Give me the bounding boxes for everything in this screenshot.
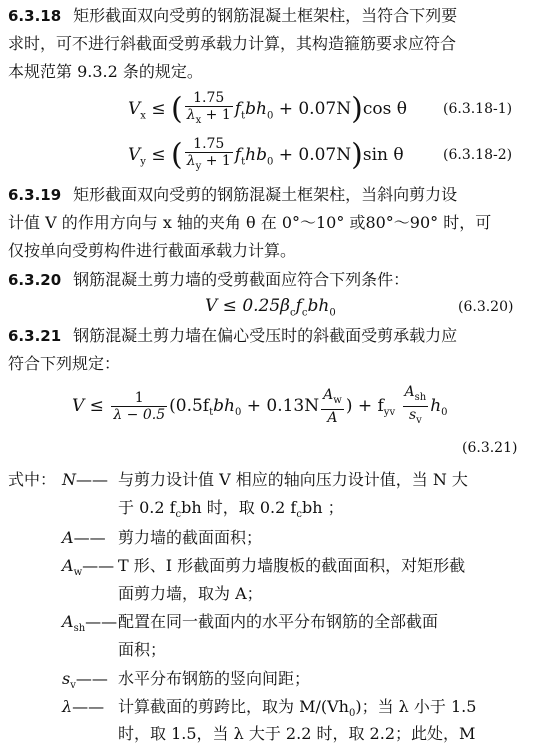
equation-number: (6.3.18-1) (443, 101, 513, 117)
def-symbol: λ—— (62, 697, 105, 716)
clause-6-3-19-line-1 (8, 183, 542, 207)
clause-number: 6.3.21 (8, 327, 62, 345)
equation-6-3-21: V ≤ $\frac{1}{\lambda - 0.5}$ ($0.5f_tbh_0 + 0.13N$ $\frac{A_w}{A}$ ) + $f_{yv}$ $\frac{A_{sh}}{s_v}$ $h_0$ (72, 384, 448, 426)
clause-6-3-19-line-2: 计值 V 的作用方向与 x 轴的夹角 θ 在 0°～10° 或80°～90° 时，可 (8, 213, 492, 232)
def-text: 于 0.2 $f_cbh$ 时，取 0.2 $f_cbh$ ； (118, 498, 344, 521)
equation-number: (6.3.21) (462, 440, 518, 456)
clause-text: 矩形截面双向受剪的钢筋混凝土框架柱，当符合下列要 (73, 6, 458, 25)
clause-6-3-21-line-2: 符合下列规定： (8, 354, 121, 373)
def-symbol: N—— (62, 470, 108, 489)
clause-6-3-20-line-1 (8, 268, 542, 292)
clause-6-3-18-line-2: 求时，可不进行斜截面受剪承载力计算，其构造箍筋要求应符合 (8, 34, 457, 53)
def-text: 水平分布钢筋的竖向间距； (118, 669, 311, 688)
clause-number: 6.3.18 (8, 7, 62, 25)
def-symbol: $s_v——$ (62, 669, 108, 692)
equation-number: (6.3.18-2) (443, 147, 513, 163)
clause-number: 6.3.19 (8, 186, 62, 204)
clause-6-3-18-line-1 (8, 4, 542, 28)
where-label: 式中： (8, 470, 57, 489)
clause-6-3-18-line-3: 本规范第 9.3.2 条的规定。 (8, 62, 203, 81)
def-text: 面剪力墙，取为 A； (118, 584, 263, 603)
clause-text: 矩形截面双向受剪的钢筋混凝土框架柱，当斜向剪力设 (73, 185, 458, 204)
def-text: 计算截面的剪跨比，取为 $M/(Vh_0)$；当 λ 小于 1.5 (118, 697, 477, 720)
clause-text: 钢筋混凝土剪力墙在偏心受压时的斜截面受剪承载力应 (73, 326, 458, 345)
clause-6-3-19-line-3: 仅按单向受剪构件进行截面承载力计算。 (8, 241, 297, 260)
equation-6-3-18-1: $V_x$ ≤ ( $\frac{1.75}{\lambda_x + 1}$ $f_tbh_0 + 0.07N)\cos$ θ (128, 90, 407, 127)
def-text: 剪力墙的截面面积； (118, 528, 263, 547)
equation-6-3-20: $V \le 0.25\beta_cf_cbh_0$ (205, 296, 336, 319)
def-text: 配置在同一截面内的水平分布钢筋的全部截面 (118, 612, 439, 631)
def-text: 与剪力设计值 V 相应的轴向压力设计值，当 N 大 (118, 470, 468, 489)
def-text: T 形、I 形截面剪力墙腹板的截面面积，对矩形截 (118, 556, 466, 575)
equation-number: (6.3.20) (458, 299, 514, 315)
def-text: 面积； (118, 640, 167, 659)
equation-6-3-18-2: $V_y$ ≤ ( $\frac{1.75}{\lambda_y + 1}$ $f_thb_0 + 0.07N)\sin$ θ (128, 136, 404, 173)
def-symbol: A—— (62, 528, 106, 547)
def-symbol: $A_{sh}——$ (62, 612, 118, 635)
clause-number: 6.3.20 (8, 271, 62, 289)
def-symbol: $A_w——$ (62, 556, 115, 579)
clause-6-3-21-line-1 (8, 324, 542, 348)
def-text: 时，取 1.5，当 λ 大于 2.2 时，取 2.2；此处，M (118, 724, 476, 743)
clause-text: 钢筋混凝土剪力墙的受剪截面应符合下列条件： (73, 270, 410, 289)
